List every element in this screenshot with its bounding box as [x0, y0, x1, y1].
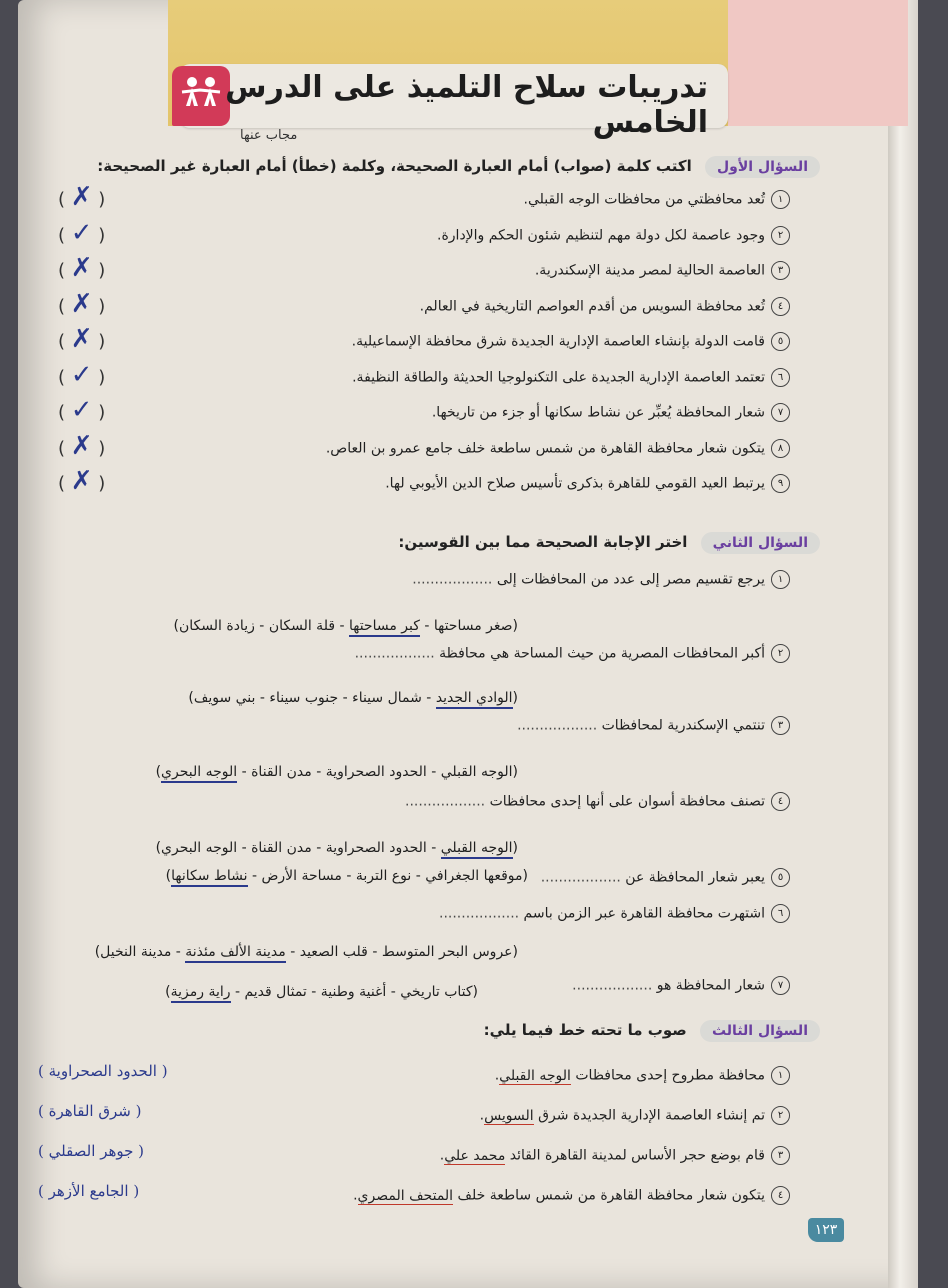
period: . — [439, 1147, 445, 1164]
q2-question — [517, 716, 790, 735]
choice-option: مدن القناة — [251, 764, 312, 780]
paren-open: ( — [512, 840, 518, 856]
period: . — [353, 1187, 358, 1204]
paren-close: ) — [92, 224, 106, 246]
q2-instruction: اختر الإجابة الصحيحة مما بين القوسين: — [398, 533, 688, 551]
q1-tag: السؤال الأول — [705, 156, 820, 178]
statement-text: يتكون شعار محافظة القاهرة من شمس ساطعة خلف — [453, 1187, 765, 1204]
q3-statement — [480, 1106, 790, 1125]
q2-question — [355, 644, 790, 663]
q2-header — [40, 532, 820, 554]
paren-close: ) — [92, 260, 106, 281]
q3-handwritten-answer: ( شرق القاهرة ) — [38, 1102, 142, 1120]
question-text: تنتمي الإسكندرية لمحافظات — [597, 717, 765, 734]
underlined-phrase: الوجه القبلي — [499, 1067, 571, 1084]
handwritten-mark: ✗ — [70, 466, 93, 496]
answered-label: مجاب عنها — [240, 128, 298, 143]
separator: - — [335, 618, 349, 634]
paren-open: ( — [472, 984, 478, 1000]
blank-dots: .................. — [354, 645, 435, 662]
q1-answer-mark — [58, 289, 148, 319]
q2-choices — [58, 944, 518, 960]
blank-dots: .................. — [517, 717, 598, 734]
separator: - — [421, 690, 436, 706]
paren-close: ) — [92, 189, 106, 210]
separator: - — [311, 840, 326, 856]
item-number: ٧ — [771, 976, 790, 995]
q3-handwritten-answer: ( الجامع الأزهر ) — [38, 1182, 140, 1200]
q3-handwritten-answer: ( الحدود الصحراوية ) — [38, 1062, 168, 1080]
paren-open: ( — [512, 690, 518, 706]
separator: - — [285, 944, 300, 960]
paren-close: ) — [155, 840, 162, 856]
blank-dots: .................. — [540, 869, 621, 886]
paren-close: ) — [94, 944, 101, 960]
paren-open: ( — [58, 295, 71, 317]
question-text: يرجع تقسيم مصر إلى عدد من المحافظات إلى — [492, 571, 765, 588]
handwritten-mark: ✓ — [70, 395, 93, 425]
question-text: اشتهرت محافظة القاهرة عبر الزمن باسم — [519, 905, 765, 922]
q1-statement — [352, 368, 790, 387]
item-number: ٢ — [771, 1106, 790, 1125]
choice-option: الحدود الصحراوية — [325, 764, 427, 780]
paren-close: ) — [155, 764, 162, 780]
chosen-option: كبر مساحتها — [349, 618, 420, 637]
separator: - — [237, 840, 252, 856]
item-number: ٨ — [771, 439, 790, 458]
item-number: ٣ — [771, 1146, 790, 1165]
q3-instruction: صوب ما تحته خط فيما يلي: — [483, 1021, 687, 1039]
question-text: تصنف محافظة أسوان على أنها إحدى محافظات — [485, 793, 765, 810]
statement-text: قامت الدولة بإنشاء العاصمة الإدارية الجديدة شرق محافظة الإسماعيلية. — [351, 333, 765, 350]
q3-statement — [353, 1186, 790, 1205]
q2-tag: السؤال الثاني — [701, 532, 820, 554]
paren-open: ( — [58, 224, 71, 246]
separator: - — [426, 764, 441, 780]
header-band-pink — [728, 0, 908, 126]
item-number: ٦ — [771, 368, 790, 387]
q1-statement — [326, 439, 790, 458]
item-number: ٥ — [771, 332, 790, 351]
q2-choices — [58, 618, 518, 634]
separator: - — [426, 840, 441, 856]
separator: - — [171, 944, 186, 960]
page-number: ١٢٣ — [808, 1218, 844, 1242]
underlined-phrase: المتحف المصري — [357, 1187, 454, 1204]
q2-question — [439, 904, 790, 923]
choice-option: موقعها الجغرافي — [425, 868, 523, 884]
choice-option: الوجه القبلي — [440, 764, 513, 780]
choice-option: نوع التربة — [355, 868, 412, 884]
separator: - — [237, 764, 252, 780]
handwritten-mark: ✗ — [70, 182, 93, 212]
item-number: ١ — [771, 570, 790, 589]
chosen-option: راية رمزية — [171, 984, 231, 1003]
q3-statement — [440, 1146, 790, 1165]
paren-close: ) — [92, 366, 106, 388]
choice-option: قلب الصعيد — [299, 944, 368, 960]
choice-option: الوجه البحري — [161, 840, 238, 856]
separator: - — [254, 618, 269, 634]
question-text: شعار المحافظة هو — [652, 977, 765, 994]
q2-question — [405, 792, 790, 811]
q1-header — [40, 156, 820, 178]
q1-answer-mark — [58, 253, 148, 283]
underlined-phrase: محمد علي — [444, 1147, 506, 1164]
chosen-option: نشاط سكانها — [171, 868, 247, 887]
q1-statement — [385, 474, 790, 493]
paren-open: ( — [512, 764, 518, 780]
q1-statement — [535, 261, 790, 280]
paren-open: ( — [58, 260, 71, 281]
book-page — [18, 0, 918, 1288]
q1-answer-mark — [58, 395, 148, 425]
paren-open: ( — [58, 331, 71, 352]
item-number: ٥ — [771, 868, 790, 887]
statement-text: شعار المحافظة يُعبِّر عن نشاط سكانها أو جزء من تاريخها. — [431, 404, 765, 421]
chosen-option: مدينة الألف مئذنة — [185, 944, 285, 963]
question-text: أكبر المحافظات المصرية من حيث المساحة هي محافظة — [434, 645, 765, 662]
page-edge — [888, 0, 918, 1288]
blank-dots: .................. — [439, 905, 520, 922]
separator: - — [338, 690, 353, 706]
separator: - — [247, 868, 262, 884]
item-number: ٤ — [771, 1186, 790, 1205]
choice-option: الحدود الصحراوية — [325, 840, 427, 856]
separator: - — [341, 868, 356, 884]
choice-option: مدينة النخيل — [100, 944, 172, 960]
separator: - — [411, 868, 426, 884]
handwritten-mark: ✗ — [70, 288, 93, 319]
paren-close: ) — [165, 984, 171, 1000]
separator: - — [419, 618, 434, 634]
statement-text: تم إنشاء العاصمة الإدارية الجديدة شرق — [533, 1107, 765, 1124]
q2-choices — [58, 690, 518, 706]
q2-choices — [58, 840, 518, 856]
q1-statement — [437, 226, 790, 245]
q2-choices — [58, 984, 478, 1000]
paren-open: ( — [58, 189, 71, 210]
paren-close: ) — [92, 402, 106, 423]
q1-statement — [524, 190, 790, 209]
q3-tag: السؤال الثالث — [700, 1020, 820, 1042]
q2-choices — [58, 868, 528, 884]
statement-text: تعتمد العاصمة الإدارية الجديدة على التكنولوجيا الحديثة والطاقة النظيفة. — [352, 369, 765, 385]
underlined-phrase: السويس — [484, 1107, 534, 1124]
statement-text: وجود عاصمة لكل دولة مهم لتنظيم شئون الحكم والإدارة. — [437, 227, 765, 243]
paren-open: ( — [522, 868, 528, 884]
choice-option: قلة السكان — [268, 618, 336, 634]
paren-close: ) — [173, 618, 179, 634]
choice-option: صغر مساحتها — [433, 618, 513, 634]
choice-option: بني سويف — [193, 690, 256, 706]
choice-option: شمال سيناء — [352, 690, 422, 706]
q1-answer-mark — [58, 182, 148, 212]
choice-option: زيادة السكان — [178, 618, 255, 634]
paren-open: ( — [58, 437, 71, 459]
handwritten-mark: ✗ — [70, 430, 93, 461]
period: . — [494, 1067, 500, 1084]
paren-close: ) — [165, 868, 172, 884]
paren-open: ( — [58, 473, 71, 494]
chosen-option: الوجه البحري — [161, 764, 237, 783]
item-number: ١ — [771, 1066, 790, 1085]
choice-option: كتاب تاريخي — [400, 984, 473, 1000]
paren-open: ( — [58, 366, 71, 388]
blank-dots: .................. — [412, 571, 493, 588]
period: . — [479, 1107, 485, 1124]
choice-option: مدن القناة — [251, 840, 312, 856]
q2-question — [541, 868, 790, 887]
handwritten-mark: ✗ — [70, 253, 93, 283]
item-number: ٤ — [771, 297, 790, 316]
handwritten-mark: ✗ — [70, 324, 93, 354]
paren-open: ( — [58, 402, 71, 423]
question-text: يعبر شعار المحافظة عن — [620, 869, 765, 886]
choice-option: عروس البحر المتوسط — [381, 944, 513, 960]
page-title: تدريبات سلاح التلميذ على الدرس الخامس — [225, 70, 708, 140]
paren-open: ( — [512, 944, 518, 960]
statement-text: العاصمة الحالية لمصر مدينة الإسكندرية. — [534, 262, 765, 279]
statement-text: يتكون شعار محافظة القاهرة من شمس ساطعة خلف جامع عمرو بن العاص. — [325, 440, 765, 456]
paren-close: ) — [188, 690, 194, 706]
choice-option: مساحة الأرض — [261, 868, 342, 884]
statement-text: يرتبط العيد القومي للقاهرة بذكرى تأسيس صلاح الدين الأيوبي لها. — [385, 475, 765, 492]
q3-handwritten-answer: ( جوهر الصقلي ) — [38, 1142, 145, 1160]
separator: - — [306, 984, 321, 1000]
q2-question — [412, 570, 790, 589]
paren-close: ) — [92, 473, 106, 494]
paren-close: ) — [92, 295, 106, 317]
item-number: ٦ — [771, 904, 790, 923]
choice-option: جنوب سيناء — [269, 690, 339, 706]
item-number: ٩ — [771, 474, 790, 493]
chosen-option: الوادي الجديد — [436, 690, 513, 709]
separator: - — [311, 764, 326, 780]
item-number: ٤ — [771, 792, 790, 811]
handwritten-mark: ✓ — [70, 217, 93, 248]
separator: - — [367, 944, 382, 960]
separator: - — [255, 690, 270, 706]
q1-statement — [352, 332, 790, 351]
blank-dots: .................. — [572, 977, 653, 994]
chosen-option: الوجه القبلي — [441, 840, 513, 859]
q1-answer-mark — [58, 360, 148, 390]
choice-option: تمثال قديم — [244, 984, 307, 1000]
separator: - — [386, 984, 401, 1000]
q2-question — [572, 976, 790, 995]
handwritten-mark: ✓ — [70, 359, 93, 390]
q2-choices — [58, 764, 518, 780]
statement-text: قام بوضع حجر الأساس لمدينة القاهرة القائد — [505, 1147, 765, 1164]
blank-dots: .................. — [405, 793, 486, 810]
statement-text: تُعد محافظتي من محافظات الوجه القبلي. — [523, 191, 765, 208]
item-number: ٣ — [771, 716, 790, 735]
q1-instruction: اكتب كلمة (صواب) أمام العبارة الصحيحة، وكلمة (خطأ) أمام العبارة غير الصحيحة: — [97, 157, 692, 175]
q1-answer-mark — [58, 324, 148, 354]
q3-statement — [495, 1066, 790, 1085]
q1-answer-mark — [58, 218, 148, 248]
statement-text: تُعد محافظة السويس من أقدم العواصم التاريخية في العالم. — [419, 298, 765, 314]
item-number: ٧ — [771, 403, 790, 422]
q3-header — [40, 1020, 820, 1042]
q1-answer-mark — [58, 466, 148, 496]
separator: - — [230, 984, 245, 1000]
item-number: ٢ — [771, 226, 790, 245]
paren-open: ( — [512, 618, 518, 634]
choice-option: أغنية وطنية — [320, 984, 387, 1000]
statement-text: محافظة مطروح إحدى محافظات — [570, 1067, 765, 1084]
q1-answer-mark — [58, 431, 148, 461]
item-number: ٢ — [771, 644, 790, 663]
paren-close: ) — [92, 437, 106, 459]
item-number: ٣ — [771, 261, 790, 280]
q1-statement — [432, 403, 790, 422]
item-number: ١ — [771, 190, 790, 209]
q1-statement — [420, 297, 790, 316]
paren-close: ) — [92, 331, 106, 352]
